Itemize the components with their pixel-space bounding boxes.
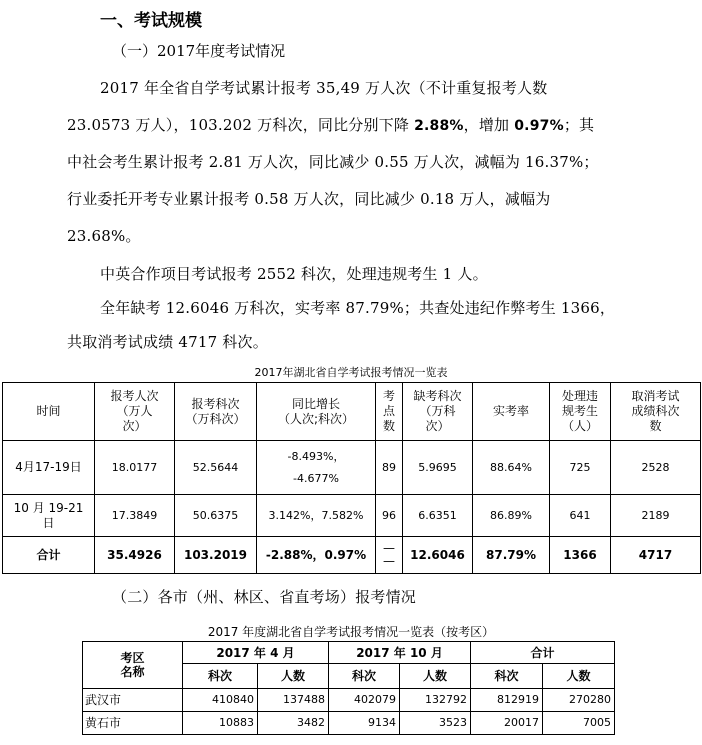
group-header: 2017 年 4 月 xyxy=(183,642,329,664)
paragraph3-line1: 全年缺考 12.6046 万科次，实考率 87.79%；共查处违纪作弊考生 1366， xyxy=(100,299,616,317)
region-table xyxy=(82,641,615,735)
header-cell: 缺考科次 （万科 次） xyxy=(403,383,473,441)
table2-header-row xyxy=(83,642,615,664)
table-cell: 20017 xyxy=(471,712,543,735)
region-header: 考区 名称 xyxy=(83,642,183,689)
table-cell: 410840 xyxy=(183,689,258,712)
header-cell: 取消考试 成绩科次 数 xyxy=(611,383,701,441)
table-cell: 9134 xyxy=(329,712,400,735)
header-cell: 实考率 xyxy=(473,383,550,441)
table-row xyxy=(3,495,701,537)
table-cell: 3482 xyxy=(258,712,329,735)
subheader-cell: 科次 xyxy=(471,664,543,689)
header-cell: 报考人次 （万人 次） xyxy=(95,383,175,441)
table-cell: 50.6375 xyxy=(175,495,257,537)
subsection-heading-2: （二）各市（州、林区、省直考场）报考情况 xyxy=(112,588,417,606)
table-cell: 合计 xyxy=(3,537,95,574)
subheader-cell: 人数 xyxy=(543,664,615,689)
table-cell: 88.64% xyxy=(473,441,550,495)
table-cell: -2.88%，0.97% xyxy=(257,537,376,574)
table-cell: 52.5644 xyxy=(175,441,257,495)
paragraph1-line2 xyxy=(67,114,594,135)
header-cell: 同比增长 （人次;科次） xyxy=(257,383,376,441)
paragraph1-line2-e: ；其 xyxy=(563,116,595,134)
table-cell: 641 xyxy=(550,495,611,537)
table1-caption: 2017年湖北省自学考试报考情况一览表 xyxy=(254,366,448,379)
table-cell: 7005 xyxy=(543,712,615,735)
paragraph2: 中英合作项目考试报考 2552 科次，处理违规考生 1 人。 xyxy=(100,265,488,283)
group-header: 合计 xyxy=(471,642,615,664)
subsection-heading-1: （一）2017年度考试情况 xyxy=(112,42,286,60)
table-cell: 3523 xyxy=(400,712,471,735)
table1-header-row xyxy=(3,383,701,441)
table1-total-row xyxy=(3,537,701,574)
table-cell: 812919 xyxy=(471,689,543,712)
table-cell: 725 xyxy=(550,441,611,495)
section-heading: 一、考试规模 xyxy=(100,11,202,31)
table-cell: — — xyxy=(376,537,403,574)
table-cell: 12.6046 xyxy=(403,537,473,574)
paragraph1-line5: 23.68%。 xyxy=(67,227,141,245)
table-cell: 2528 xyxy=(611,441,701,495)
table-cell: 5.9695 xyxy=(403,441,473,495)
table-cell: 10 月 19-21 日 xyxy=(3,495,95,537)
table-row xyxy=(83,689,615,712)
subheader-cell: 人数 xyxy=(400,664,471,689)
table-cell: 3.142%，7.582% xyxy=(257,495,376,537)
group-header: 2017 年 10 月 xyxy=(329,642,471,664)
table-cell: 402079 xyxy=(329,689,400,712)
table-cell: 4717 xyxy=(611,537,701,574)
paragraph1-line4: 行业委托开考专业累计报考 0.58 万人次，同比减少 0.18 万人，减幅为 xyxy=(67,190,551,208)
table-cell: 黄石市 xyxy=(83,712,183,735)
table-cell: 89 xyxy=(376,441,403,495)
subheader-cell: 人数 xyxy=(258,664,329,689)
paragraph1-line2-c: ，增加 xyxy=(463,116,515,134)
subheader-cell: 科次 xyxy=(329,664,400,689)
paragraph3-line2: 共取消考试成绩 4717 科次。 xyxy=(67,333,268,351)
table-cell: 103.2019 xyxy=(175,537,257,574)
table-cell: 18.0177 xyxy=(95,441,175,495)
header-cell: 考 点 数 xyxy=(376,383,403,441)
table-cell: 10883 xyxy=(183,712,258,735)
table-cell: 2189 xyxy=(611,495,701,537)
header-cell: 处理违 规考生 （人） xyxy=(550,383,611,441)
table-cell: 270280 xyxy=(543,689,615,712)
table-cell: 96 xyxy=(376,495,403,537)
table-cell: -8.493%， -4.677% xyxy=(257,441,376,495)
paragraph1-line2-a: 23.0573 万人），103.202 万科次，同比分别下降 xyxy=(67,116,415,134)
table-cell: 35.4926 xyxy=(95,537,175,574)
subheader-cell: 科次 xyxy=(183,664,258,689)
increase-rate: 0.97% xyxy=(514,118,564,134)
table-cell: 132792 xyxy=(400,689,471,712)
table-cell: 86.89% xyxy=(473,495,550,537)
exam-summary-table xyxy=(2,382,701,574)
table-cell: 137488 xyxy=(258,689,329,712)
header-cell: 报考科次 （万科次） xyxy=(175,383,257,441)
table2-caption: 2017 年度湖北省自学考试报考情况一览表（按考区） xyxy=(207,625,495,639)
paragraph1-line3: 中社会考生累计报考 2.81 万人次，同比减少 0.55 万人次，减幅为 16.37%； xyxy=(67,153,599,171)
header-cell: 时间 xyxy=(3,383,95,441)
table-cell: 17.3849 xyxy=(95,495,175,537)
table-row xyxy=(83,712,615,735)
paragraph1-line1: 2017 年全省自学考试累计报考 35,49 万人次（不计重复报考人数 xyxy=(100,79,548,97)
table-cell: 1366 xyxy=(550,537,611,574)
table-cell: 6.6351 xyxy=(403,495,473,537)
table-cell: 4月17-19日 xyxy=(3,441,95,495)
table-cell: 87.79% xyxy=(473,537,550,574)
table-row xyxy=(3,441,701,495)
table-cell: 武汉市 xyxy=(83,689,183,712)
decrease-rate: 2.88% xyxy=(414,118,464,134)
